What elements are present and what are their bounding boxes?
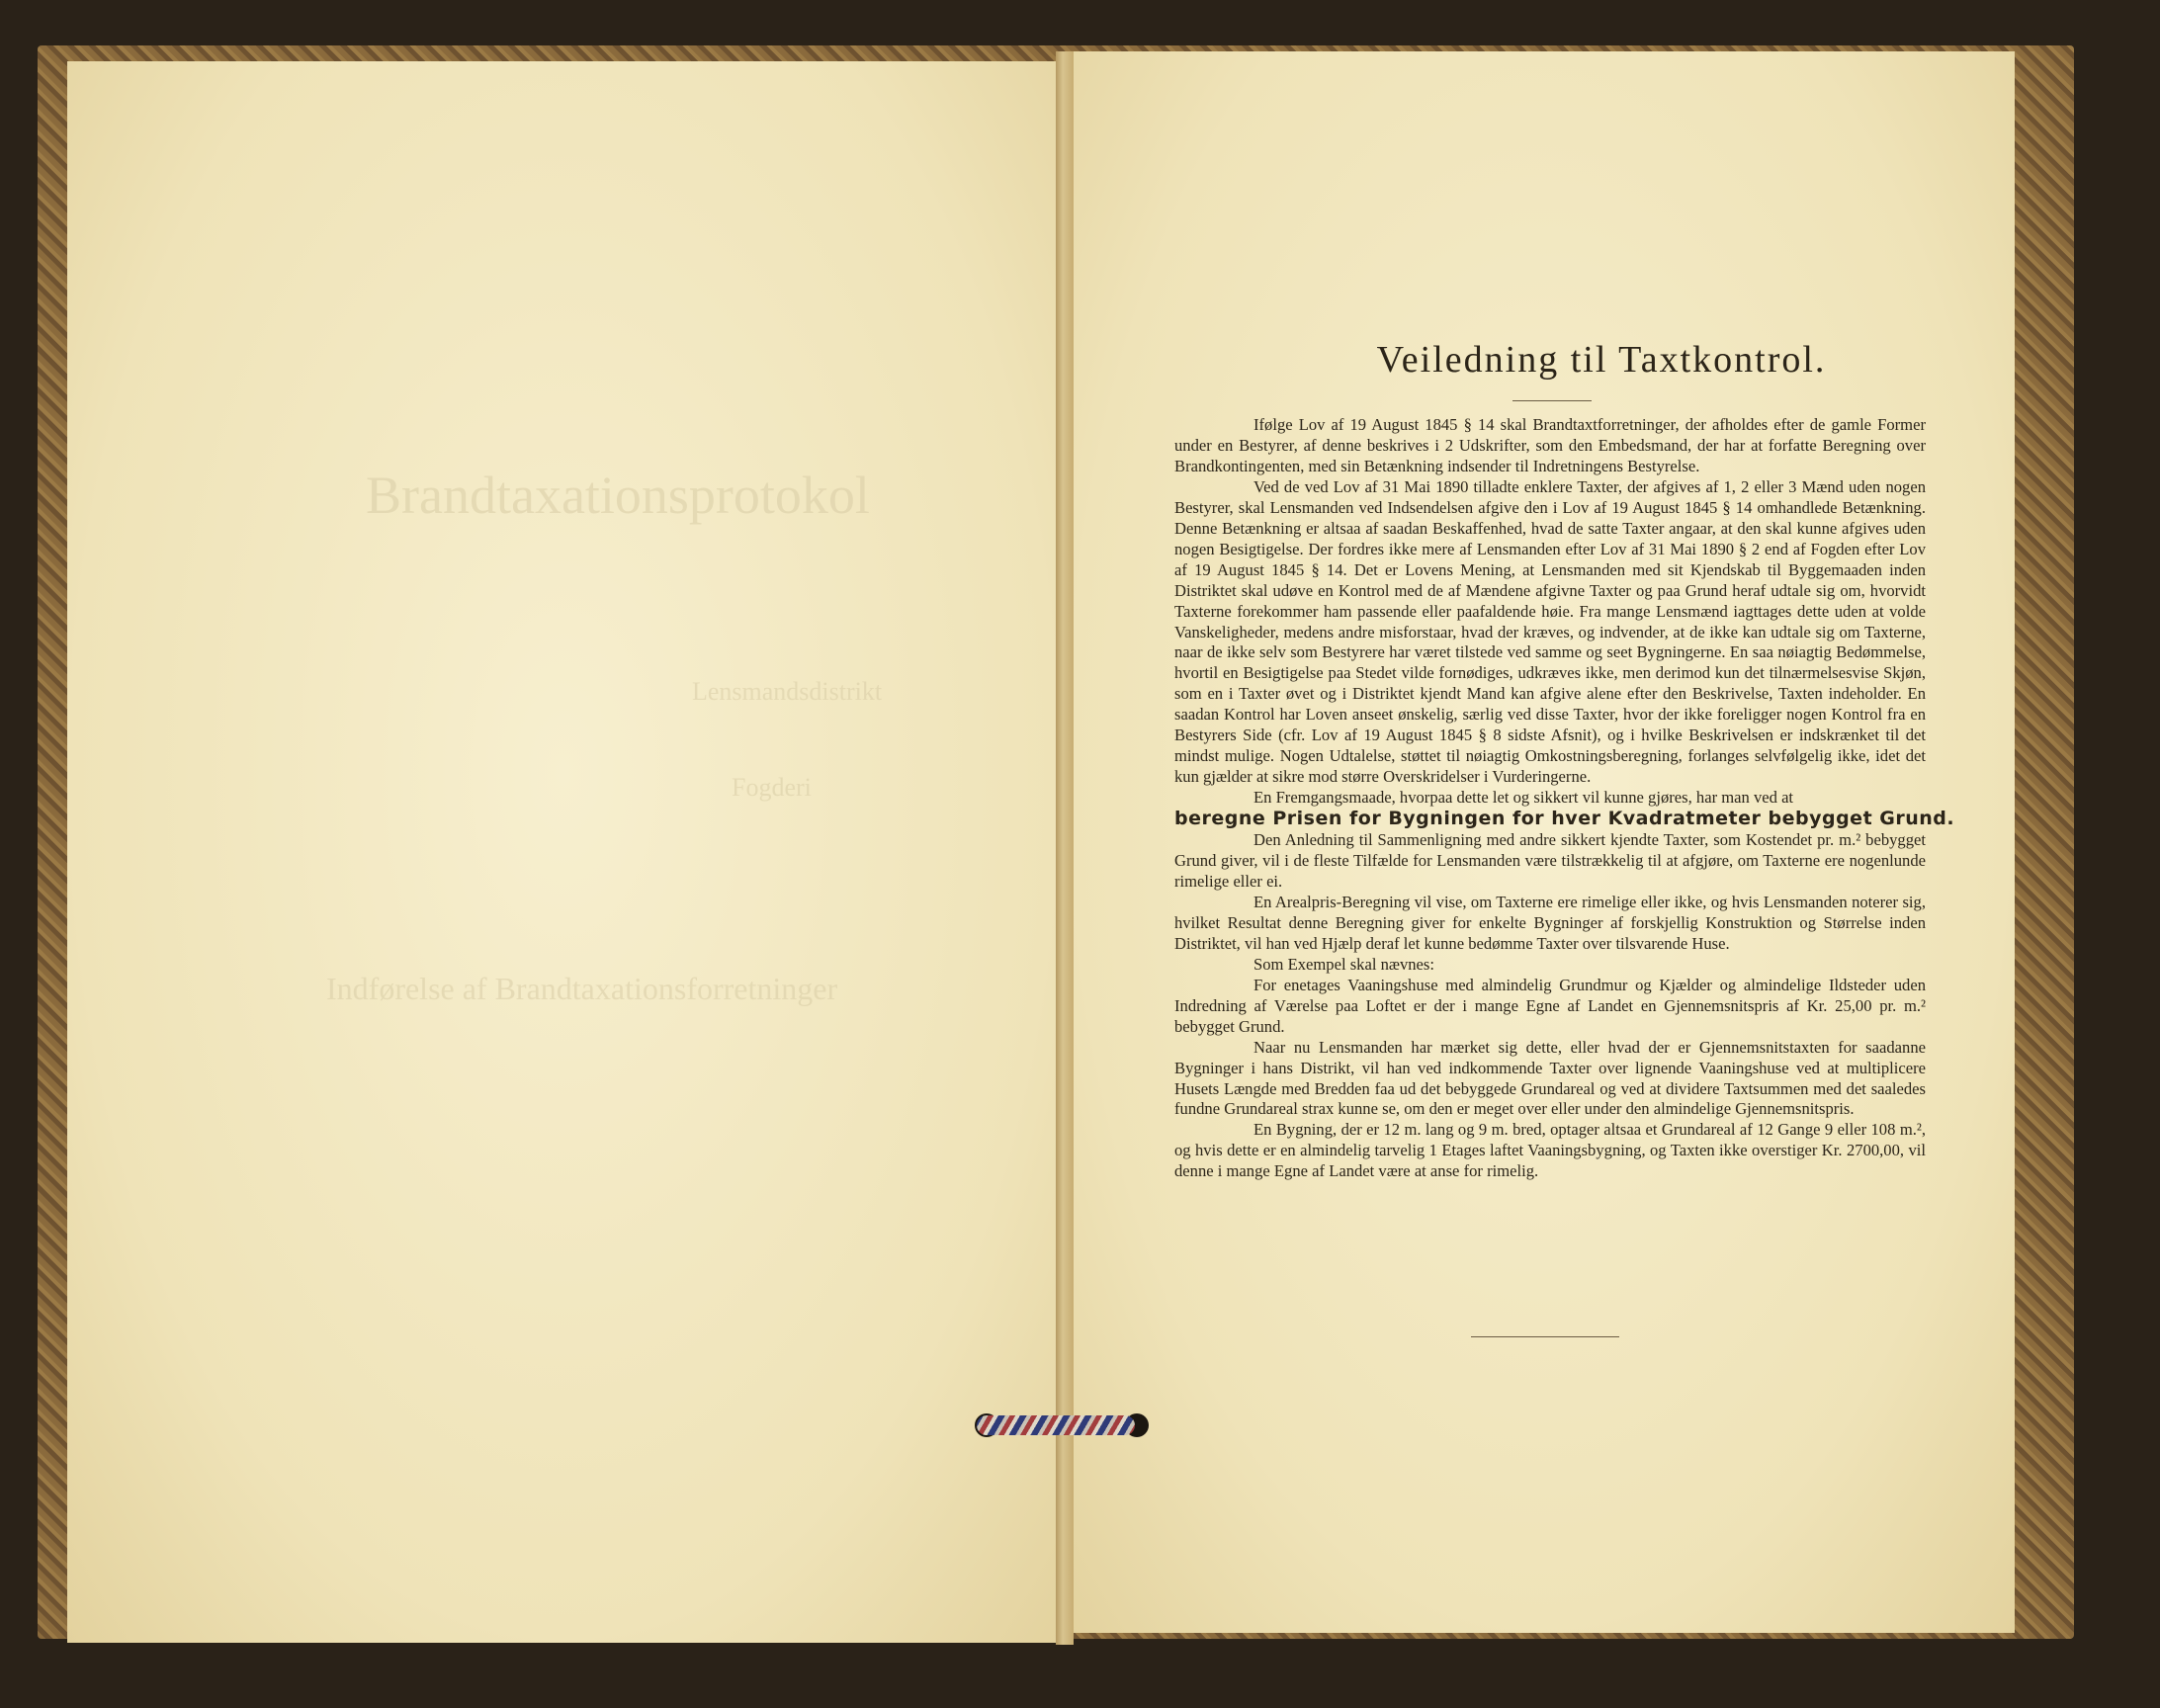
ghost-fogderi: Fogderi [732, 773, 812, 802]
title-divider [1512, 400, 1592, 401]
paragraph: Ved de ved Lov af 31 Mai 1890 tilladte enklere Taxter, der afgives af 1, 2 eller 3 Mænd uden nogen Bestyrer, skal Lensmanden ved Indsendelsen afgive den i Lov af 19 August 1845 § 14 omhandlede Betænkning. Denne Betænkning er altsaa af saadan Beskaffenhed, hvad de satte Taxter angaar, at den skal kunne afgives uden nogen Besigtigelse. Der fordres ikke mere af Lensmanden efter Lov af 31 Mai 1890 § 2 end af Fogden efter Lov af 19 August 1845 § 14. Det er Lovens Mening, at Lensmanden med sit Kjendskab til Byggemaaden inden Distriktet skal udøve en Kontrol med de af Mændene afgivne Taxter og paa Grund heraf udtale sig om, hvorvidt Taxterne forekommer ham passende eller paafaldende høie. Fra mange Lensmænd iagttages dette uden at volde Vanskeligheder, medens andre misforstaar, hvad der kræves, og indvender, at de ikke kan udtale sig om Taxterne, naar de ikke selv som Bestyrere har været tilstede ved samme og seet Bygningerne. En saa nøiagtig Bedømmelse, hvortil en Besigtigelse paa Stedet vilde fornødiges, udkræves ikke, men derimod kun det tilnærmelsesvise Skjøn, som en i Taxter øvet og i Distriktet kjendt Mand kan afgive alene efter den Beskrivelse, Taxten indeholder. En saadan Kontrol har Loven anseet ønskelig, særlig ved disse Taxter, hvor der ikke foreligger nogen Kontrol fra en Bestyrers Side (cfr. Lov af 19 August 1845 § 8 sidste Afsnit), og i hvilke Beskrivelsen er indskrænket til det mindst mulige. Nogen Udtalelse, støttet til nøiagtig Omkostningsberegning, forlanges selvfølgelig ikke, idet det kun gjælder at sikre mod større Overskridelser i Vurderingerne. [1174, 476, 1926, 787]
paragraph: Som Exempel skal nævnes: [1253, 954, 1434, 974]
guidance-text [1174, 415, 1955, 1182]
ghost-title: Brandtaxationsprotokol [366, 466, 870, 525]
ghost-subtitle: Indførelse af Brandtaxationsforretninger [326, 971, 838, 1006]
left-page [67, 61, 1061, 1643]
paragraph: For enetages Vaaningshuse med almindelig Grundmur og Kjælder og almindelige Ildsteder uden Indredning af Værelse paa Loftet er der i mange Egne af Landet en Gjennemsnitspris af Kr. 25,00 pr. m.² bebygget Grund. [1174, 975, 1926, 1036]
paragraph: Den Anledning til Sammenligning med andre sikkert kjendte Taxter, som Kostendet pr. m.² bebygget Grund giver, vil i de fleste Tilfælde for Lensmanden være tilstrækkelig til at afgjøre, om Taxterne ere nogenlunde rimelige eller ei. [1174, 830, 1926, 891]
end-divider [1471, 1336, 1619, 1337]
book-gutter [1056, 51, 1074, 1645]
binding-thread [977, 1415, 1135, 1435]
paragraph: En Bygning, der er 12 m. lang og 9 m. bred, optager altsaa et Grundareal af 12 Gange 9 eller 108 m.², og hvis dette er en almindelig tarvelig 1 Etages laftet Vaaningsbygning, og Taxten ikke overstiger Kr. 2700,00, vil denne i mange Egne af Landet være at anse for rimelig. [1174, 1120, 1926, 1181]
page-title: Veiledning til Taxtkontrol. [1376, 339, 1827, 381]
paragraph: Ifølge Lov af 19 August 1845 § 14 skal Brandtaxtforretninger, der afholdes efter de gamle Former under en Bestyrer, af denne beskrives i 2 Udskrifter, som den Embedsmand, der har at forfatte Beregning over Brandkontingenten, med sin Betænkning indsender til Indretningens Bestyrelse. [1174, 415, 1926, 475]
bold-instruction: beregne Prisen for Bygningen for hver Kvadratmeter bebygget Grund. [1174, 808, 1955, 830]
paragraph: En Arealpris-Beregning vil vise, om Taxterne ere rimelige eller ikke, og hvis Lensmanden noterer sig, hvilket Resultat denne Beregning giver for enkelte Bygninger af forskjellig Konstruktion og Størrelse inden Distriktet, vil han ved Hjælp deraf let kunne bedømme Taxter over tilsvarende Huse. [1174, 892, 1926, 953]
ghost-district: Lensmandsdistrikt [692, 677, 883, 706]
paragraph: Naar nu Lensmanden har mærket sig dette, eller hvad der er Gjennemsnitstaxten for saadanne Bygninger i hans Distrikt, vil han ved indkommende Taxter over lignende Vaaningshuse ved at multiplicere Husets Længde med Bredden faa ud det bebyggede Grundareal og ved at dividere Taxtsummen med det saaledes fundne Grundareal strax kunne se, om den er meget over eller under den almindelige Gjennemsnitspris. [1174, 1037, 1926, 1119]
paragraph: En Fremgangsmaade, hvorpaa dette let og sikkert vil kunne gjøres, har man ved at [1253, 788, 1794, 808]
